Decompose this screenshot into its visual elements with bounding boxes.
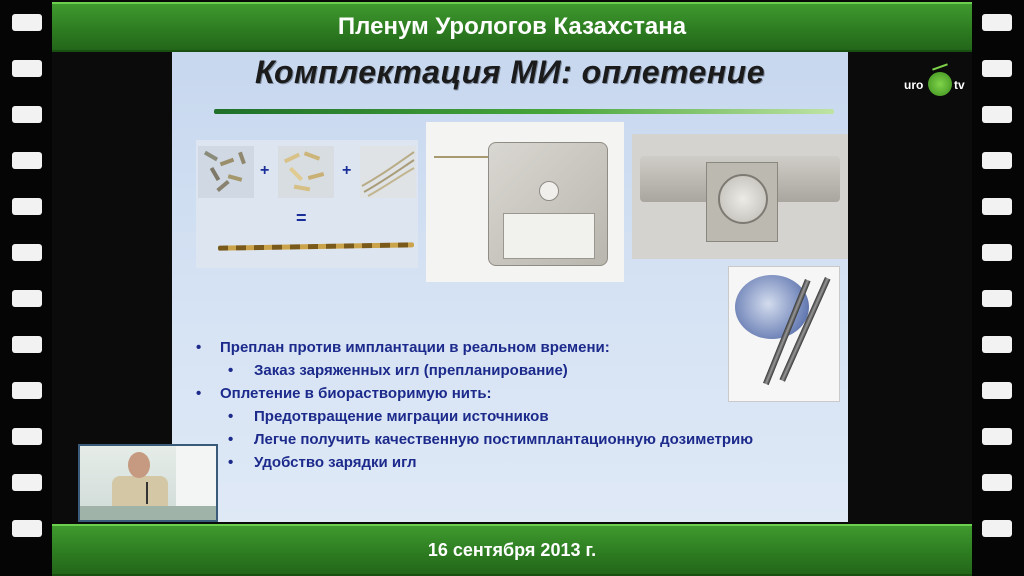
film-hole bbox=[982, 60, 1012, 77]
uro-tv-logo: uro tv bbox=[898, 62, 968, 102]
equals-sign: = bbox=[296, 208, 307, 228]
presentation-slide bbox=[172, 52, 848, 522]
film-hole bbox=[982, 382, 1012, 399]
bullet-item: • Преплан против имплантации в реальном времени: bbox=[194, 336, 834, 359]
film-hole bbox=[982, 428, 1012, 445]
title-underline bbox=[214, 109, 834, 114]
film-hole bbox=[12, 474, 42, 491]
header-title: Пленум Урологов Казахстана bbox=[337, 13, 687, 40]
suture-thread-icon bbox=[360, 146, 416, 198]
bullet-subitem: • Легче получить качественную постимплантационную дозиметрию bbox=[194, 428, 834, 451]
film-hole bbox=[12, 382, 42, 399]
bullet-subitem: • Заказ заряженных игл (препланирование) bbox=[194, 359, 834, 382]
film-hole bbox=[12, 336, 42, 353]
isocord-cartridge-image bbox=[426, 122, 624, 282]
film-strip-right bbox=[972, 0, 1024, 576]
header-banner bbox=[52, 2, 972, 52]
speaker-video-inset bbox=[78, 444, 218, 522]
bullet-dot-icon: • bbox=[196, 339, 202, 356]
film-hole bbox=[12, 520, 42, 537]
cartridge-port-icon bbox=[539, 181, 559, 201]
film-hole bbox=[12, 14, 42, 31]
film-hole bbox=[12, 428, 42, 445]
cartridge-body bbox=[488, 142, 608, 266]
logo-antenna-icon bbox=[932, 63, 948, 70]
plus-sign: + bbox=[260, 162, 270, 179]
film-strip-left bbox=[0, 0, 52, 576]
stranded-seeds bbox=[218, 242, 414, 250]
slide-title: Комплектация МИ: оплетение bbox=[254, 54, 765, 90]
bullet-dot-icon: • bbox=[196, 385, 202, 402]
seeds-icon bbox=[198, 146, 254, 198]
cartridge-label bbox=[503, 213, 595, 259]
film-hole bbox=[12, 152, 42, 169]
bullet-subitem: • Удобство зарядки игл bbox=[194, 451, 834, 474]
film-hole bbox=[982, 520, 1012, 537]
film-hole bbox=[982, 336, 1012, 353]
film-hole bbox=[12, 290, 42, 307]
loading-device-image bbox=[632, 134, 848, 259]
needle-icon bbox=[434, 156, 490, 158]
film-hole bbox=[12, 244, 42, 261]
bullet-item: • Оплетение в биорастворимую нить: bbox=[194, 382, 834, 405]
podium bbox=[80, 506, 218, 522]
film-hole bbox=[12, 106, 42, 123]
footer-date: 16 сентября 2013 г. bbox=[427, 540, 597, 560]
film-hole bbox=[982, 106, 1012, 123]
film-hole bbox=[982, 152, 1012, 169]
footer-banner bbox=[52, 524, 972, 576]
device-dial-icon bbox=[718, 174, 768, 224]
bullet-list bbox=[194, 336, 834, 474]
speaker-head bbox=[128, 452, 150, 478]
bullet-subitem: • Предотвращение миграции источников bbox=[194, 405, 834, 428]
seed-composition-image bbox=[196, 140, 418, 268]
logo-circle-icon bbox=[928, 72, 952, 96]
spacers-photo bbox=[278, 146, 334, 198]
bullet-dot-icon: • bbox=[228, 454, 234, 471]
film-hole bbox=[982, 14, 1012, 31]
plus-sign: + bbox=[342, 162, 352, 179]
suture-photo bbox=[360, 146, 416, 198]
film-hole bbox=[12, 60, 42, 77]
seeds-photo bbox=[198, 146, 254, 198]
bullet-dot-icon: • bbox=[228, 431, 234, 448]
background-wall bbox=[176, 446, 218, 506]
film-hole bbox=[982, 474, 1012, 491]
film-hole bbox=[12, 198, 42, 215]
bullet-dot-icon: • bbox=[228, 408, 234, 425]
microphone-icon bbox=[146, 482, 148, 504]
film-hole bbox=[982, 198, 1012, 215]
film-hole bbox=[982, 290, 1012, 307]
spacers-icon bbox=[278, 146, 334, 198]
bullet-dot-icon: • bbox=[228, 362, 234, 379]
film-hole bbox=[982, 244, 1012, 261]
